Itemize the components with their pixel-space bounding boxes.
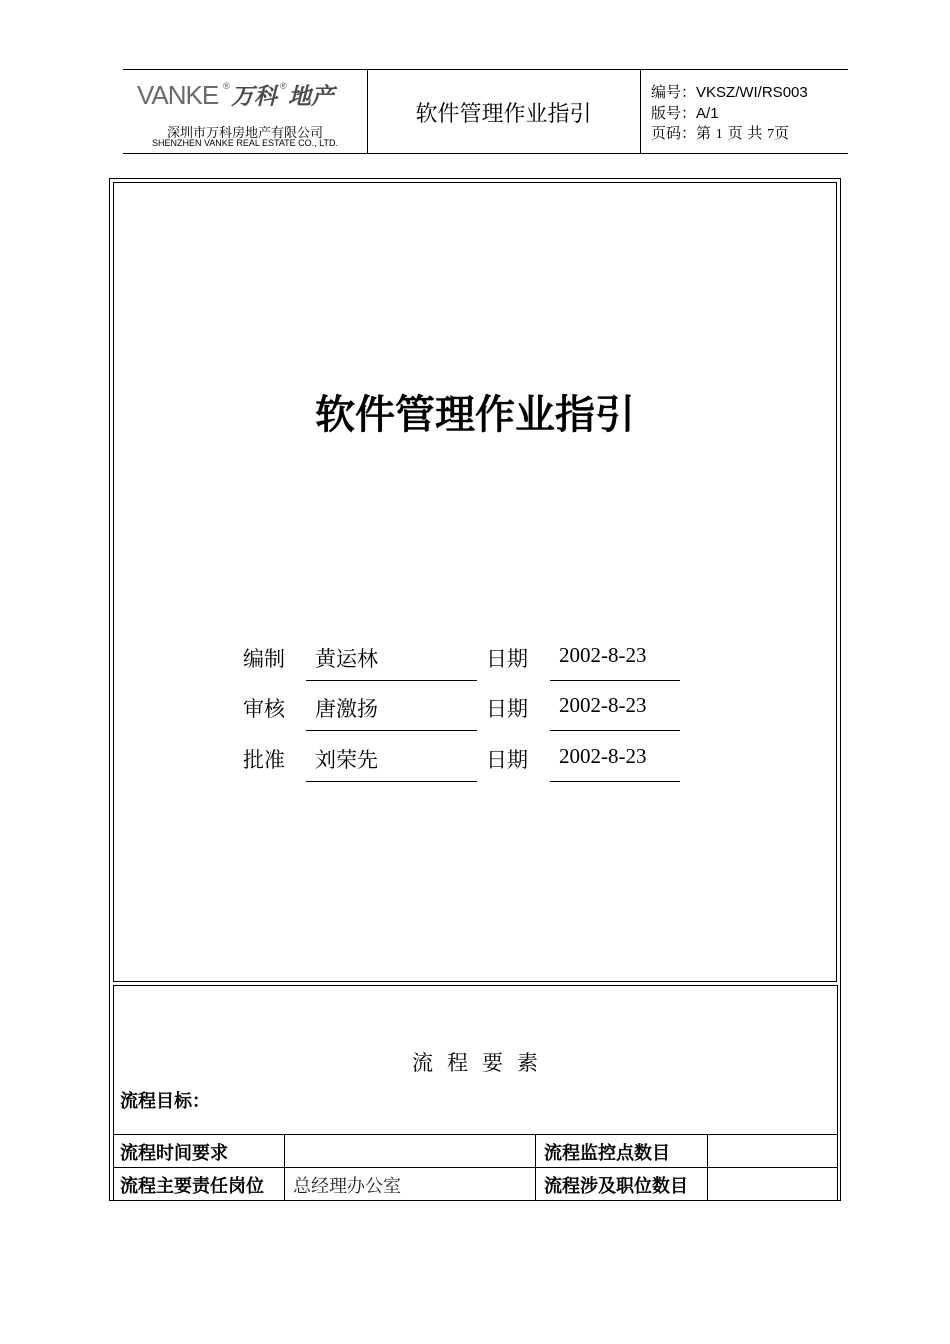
table-cell: 流程涉及职位数目	[544, 1176, 688, 1197]
page-label: 页码：第	[651, 124, 712, 142]
header-divider	[640, 69, 641, 154]
table-cell: 流程时间要求	[120, 1143, 228, 1164]
date-label: 日期	[486, 647, 528, 671]
signature-name: 唐激扬	[315, 697, 378, 721]
doc-version-value: A/1	[696, 105, 719, 122]
header-bottom-rule	[123, 153, 848, 154]
svg-text:®: ®	[280, 81, 287, 91]
doc-code-label: 编号：	[651, 83, 697, 101]
date-label: 日期	[486, 697, 528, 721]
doc-code	[651, 82, 808, 103]
signature-name: 刘荣先	[315, 748, 378, 772]
signature-date: 2002-8-23	[559, 643, 647, 667]
cover-inner-frame	[113, 182, 837, 982]
cover-title: 软件管理作业指引	[315, 392, 635, 438]
table-cell: 总经理办公室	[293, 1176, 401, 1197]
table-divider	[535, 1134, 536, 1201]
flow-table	[113, 1134, 837, 1201]
table-divider	[707, 1134, 708, 1201]
doc-code-value: VKSZ/WI/RS003	[696, 84, 808, 101]
date-underline	[550, 680, 680, 681]
page-current: 1	[715, 127, 723, 142]
flow-frame-right	[837, 985, 838, 1201]
table-cell: 流程监控点数目	[544, 1143, 670, 1164]
signature-date: 2002-8-23	[559, 693, 647, 717]
section-separator	[113, 985, 837, 986]
signature-role: 批准	[243, 748, 285, 772]
doc-version	[651, 103, 719, 124]
flow-goal-label: 流程目标：	[120, 1091, 210, 1112]
flow-section-title: 流程要素	[412, 1051, 552, 1075]
header-top-rule	[123, 69, 848, 70]
svg-text:®: ®	[223, 81, 230, 91]
signature-name: 黄运林	[315, 647, 378, 671]
date-underline	[550, 781, 680, 782]
date-label: 日期	[486, 748, 528, 772]
date-underline	[550, 730, 680, 731]
table-rule	[113, 1167, 837, 1168]
svg-text:地产: 地产	[288, 84, 334, 110]
header-doc-title: 软件管理作业指引	[415, 102, 592, 127]
page-header	[123, 69, 848, 154]
name-underline	[306, 781, 477, 782]
name-underline	[306, 680, 477, 681]
table-rule	[113, 1134, 837, 1135]
svg-text:万科: 万科	[231, 84, 277, 110]
table-cell: 流程主要责任岗位	[120, 1176, 264, 1197]
logo-wordmark: VANKE	[137, 80, 219, 110]
table-divider	[284, 1134, 285, 1201]
page-mid: 页 共	[727, 124, 763, 142]
section-separator	[113, 981, 837, 982]
doc-version-label: 版号：	[651, 104, 697, 122]
signature-date: 2002-8-23	[559, 744, 647, 768]
page-total: 7	[767, 127, 775, 142]
signature-role: 审核	[243, 697, 285, 721]
signature-role: 编制	[243, 647, 285, 671]
vanke-logo	[137, 77, 357, 111]
name-underline	[306, 730, 477, 731]
page-end: 页	[774, 124, 790, 142]
page-number	[651, 123, 789, 145]
company-name-cn: 深圳市万科房地产有限公司	[166, 126, 323, 141]
company-name-en: SHENZHEN VANKE REAL ESTATE CO., LTD.	[151, 138, 339, 148]
